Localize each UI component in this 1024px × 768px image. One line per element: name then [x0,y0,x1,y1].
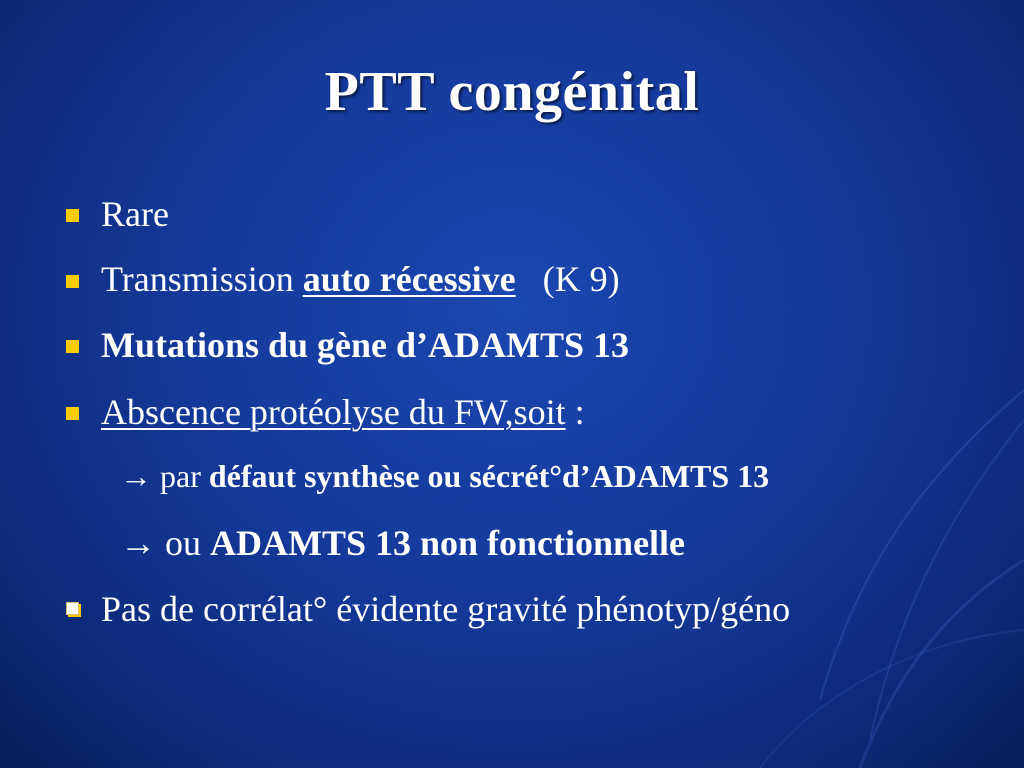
bullet-mutations-text: Mutations du gène d’ADAMTS 13 [101,325,630,365]
sub-item-defaut-prefix: par [152,458,209,494]
bullet-transmission-prefix: Transmission [101,259,303,299]
bullet-correlat-text: Pas de corrélat° évidente gravité phénotyp/géno [101,589,791,629]
bullet-square-icon [66,340,79,353]
sub-item-defaut-emphasis: défaut synthèse ou sécrét°d’ADAMTS 13 [208,458,770,494]
bullet-hollow-square-icon [66,602,79,615]
sub-item-non-fonctionnelle [120,522,685,564]
slide-title: PTT congénital [324,61,700,123]
bullet-mutations [101,324,629,366]
bullet-square-icon [66,407,79,420]
bullet-rare [101,193,169,235]
bullet-transmission-suffix: (K 9) [515,259,620,299]
right-arrow-icon: → [120,458,152,494]
bullet-transmission [101,258,620,300]
bullet-square-icon [66,275,79,288]
bullet-abscence-suffix: : [565,392,585,432]
right-arrow-icon: → [120,523,156,563]
bullet-correlat [101,588,790,630]
bullet-transmission-emphasis: auto récessive [302,259,516,299]
bullet-abscence [101,391,585,433]
sub-item-ou-emphasis: ADAMTS 13 non fonctionnelle [210,523,686,563]
sub-item-defaut-synthese [120,458,769,495]
bullet-abscence-underlined: Abscence protéolyse du FW,soit [101,392,566,432]
bullet-rare-text: Rare [101,194,169,234]
bullet-square-icon [66,209,79,222]
sub-item-ou-prefix: ou [156,523,210,563]
